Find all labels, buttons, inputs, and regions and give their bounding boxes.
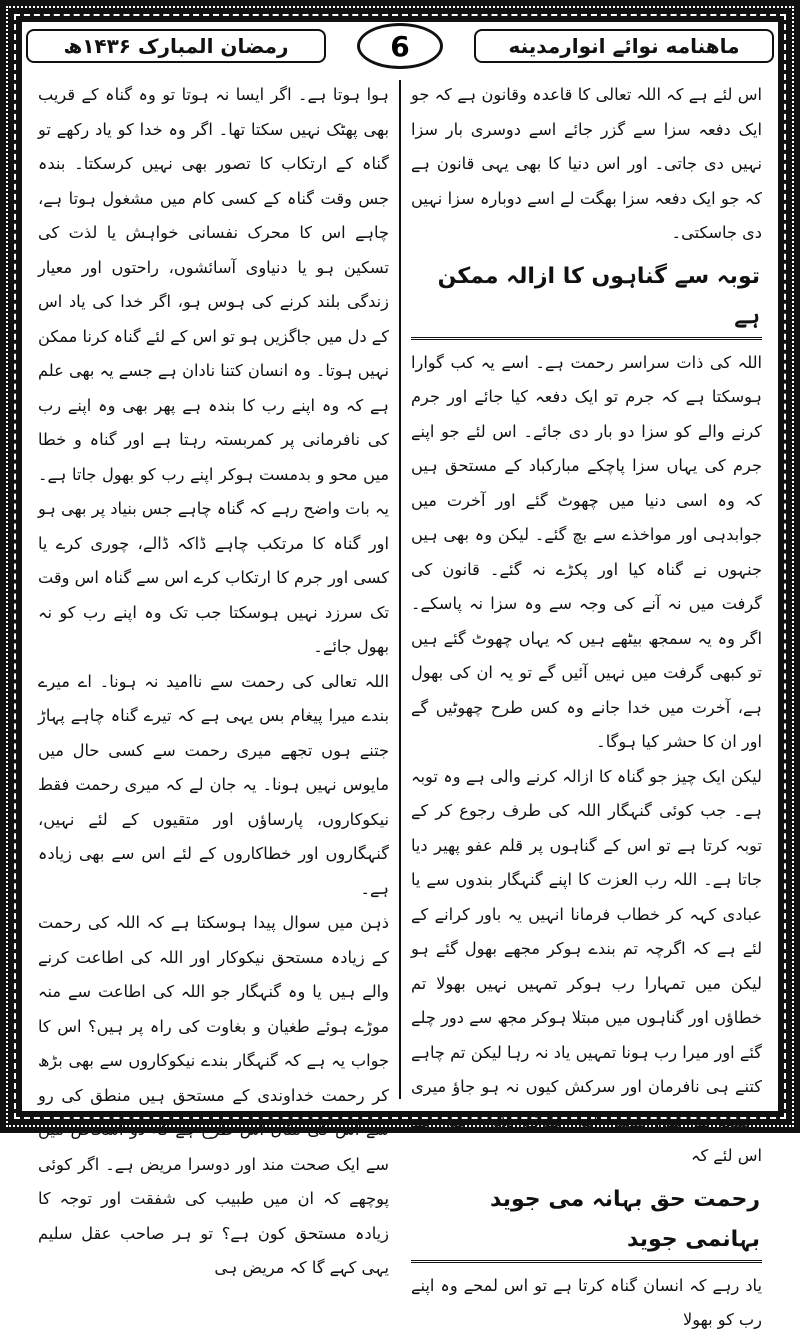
issue-date: رمضان المبارک ۱۴۳۶ھ (26, 29, 326, 63)
page-header (26, 24, 774, 68)
section-heading: توبہ سے گناہوں کا ازالہ ممکن ہے (411, 257, 762, 340)
page-number: 6 (357, 23, 443, 69)
article-body (28, 74, 772, 1329)
column-divider (399, 80, 401, 1099)
paragraph: اللہ تعالی کی رحمت سے ناامید نہ ہونا۔ اے میرے بندے میرا پیغام بس یہی ہے کہ تیرے گناہ چاہے پہاڑ جتنے ہوں تجھے میری رحمت سے کسی حال میں مایوس نہیں ہونا۔ یہ جان لے کہ میری رحمت فقط نیکوکاروں، پارساؤں اور متقیوں کے لئے نہیں، گنہگاروں اور خطاکاروں کے لئے اس سے بھی زیادہ ہے۔ (38, 671, 389, 898)
paragraph: لیکن ایک چیز جو گناہ کا ازالہ کرنے والی ہے وہ توبہ ہے۔ جب کوئی گنہگار اللہ کی طرف رجوع کر کے توبہ کرتا ہے تو اس کے گناہوں پر قلم عفو پھیر دیا جاتا ہے۔ اللہ رب العزت کا اپنے گنہگار بندوں سے یا عبادی کہہ کر خطاب فرمانا انہیں یہ باور کرانے کے لئے ہے کہ اگرچہ تم بندے ہوکر مجھے بھول گئے ہو لیکن میں تمہارا رب ہوکر تمہیں نہیں بھولا تم خطاؤں اور گناہوں میں مبتلا ہوکر مجھ سے دور چلے گئے اور میرا رب ہونا تمہیں یاد نہ رہا لیکن تم چاہے کتنے ہی نافرمان اور سرکش کیوں نہ ہو جاؤ میری رحمت پھر بھی تمہیں اپنی طرف بلاتی رہتی ہے اس لئے کہ (411, 766, 762, 1165)
paragraph: اللہ کی ذات سراسر رحمت ہے۔ اسے یہ کب گوارا ہوسکتا ہے کہ جرم تو ایک دفعہ کیا جائے اور جرم کرنے والے کو سزا دو بار دی جائے۔ اس لئے جو اپنے جرم کی یہاں سزا پاچکے مبارکباد کے مستحق ہیں کہ وہ اسی دنیا میں چھوٹ گئے اور آخرت میں جوابدہی اور مواخذے سے بچ گئے۔ لیکن وہ بھی ہیں جنہوں نے گناہ کیا اور پکڑے نہ گئے۔ قانون کی گرفت میں نہ آنے کی وجہ سے وہ سزا نہ پاسکے۔ اگر وہ یہ سمجھ بیٹھے ہیں کہ یہاں چھوٹ گئے ہیں تو کبھی گرفت میں نہیں آئیں گے تو یہ ان کی بھول ہے، آخرت میں خدا جانے وہ کس طرح چھوٹیں گے اور ان کا حشر کیا ہوگا۔ (411, 352, 762, 751)
section-heading: رحمت حق بہانہ می جوید بہانمی جوید (411, 1180, 762, 1263)
magazine-title: ماهنامه نوائے انوارمدینه (474, 29, 774, 63)
left-column (28, 74, 399, 1277)
paragraph: اس لئے ہے کہ اللہ تعالی کا قاعدہ وقانون ہے کہ جو ایک دفعہ سزا سے گزر جائے اسے دوسری بار سزا نہیں دی جاتی۔ اور اس دنیا کا بھی یہی قانون ہے کہ جو ایک دفعہ سزا بھگت لے اسے دوبارہ سزا نہیں دی جاسکتی۔ (411, 85, 762, 242)
right-column (401, 74, 772, 1329)
paragraph: ذہن میں سوال پیدا ہوسکتا ہے کہ اللہ کی رحمت کے زیادہ مستحق نیکوکار اور اللہ کی اطاعت کرنے والے ہیں یا وہ گنہگار جو اللہ کی اطاعت سے منہ موڑے ہوئے طغیان و بغاوت کی راہ پر ہیں؟ اس کا جواب یہ ہے کہ گنہگار بندے نیکوکاروں سے بھی بڑھ کر رحمت خداوندی کے مستحق ہیں منطق کی رو سے اس کی مثال اس طرح ہے کہ دو اشخاص میں سے ایک صحت مند اور دوسرا مریض ہے۔ اگر کوئی پوچھے کہ ان میں طبیب کی شفقت اور توجہ کا زیادہ مستحق کون ہے؟ تو ہر صاحب عقل سلیم یہی کہے گا کہ مریض ہی (38, 913, 389, 1277)
paragraph: ہوا ہوتا ہے۔ اگر ایسا نہ ہوتا تو وہ گناہ کے قریب بھی پھٹک نہیں سکتا تھا۔ اگر وہ خدا کو یاد رکھے تو گناہ کے ارتکاب کا تصور بھی نہیں کرسکتا۔ بندہ جس وقت گناہ کے کسی کام میں مشغول ہوتا ہے، چاہے اس کا محرک نفسانی خواہش یا لذت کی تسکین ہو یا دنیاوی آسائشوں، راحتوں اور معیار زندگی بلند کرنے کی ہوس ہو، اگر خدا کی یاد اس کے دل میں جاگزیں ہو تو اس کے لئے گناہ کرنا ممکن نہیں ہوتا۔ وہ انسان کتنا نادان ہے جسے یہ بھی علم ہے کہ وہ اپنے رب کا بندہ ہے پھر بھی وہ اپنے رب کی نافرمانی پر کمربستہ رہتا ہے اور گناہ و خطا میں محو و بدمست ہوکر اپنے رب کو بھول جاتا ہے۔ یہ بات واضح رہے کہ گناہ چاہے جس بنیاد پر بھی ہو اور گناہ کا مرتکب چاہے ڈاکہ ڈالے، چوری کرے یا کسی اور جرم کا ارتکاب کرے اس سے گناہ اس وقت تک سرزد نہیں ہوسکتا جب تک وہ اپنے رب کو نہ بھول جائے۔ (38, 85, 389, 656)
paragraph: یاد رہے کہ انسان گناہ کرتا ہے تو اس لمحے وہ اپنے رب کو بھولا (411, 1275, 762, 1329)
